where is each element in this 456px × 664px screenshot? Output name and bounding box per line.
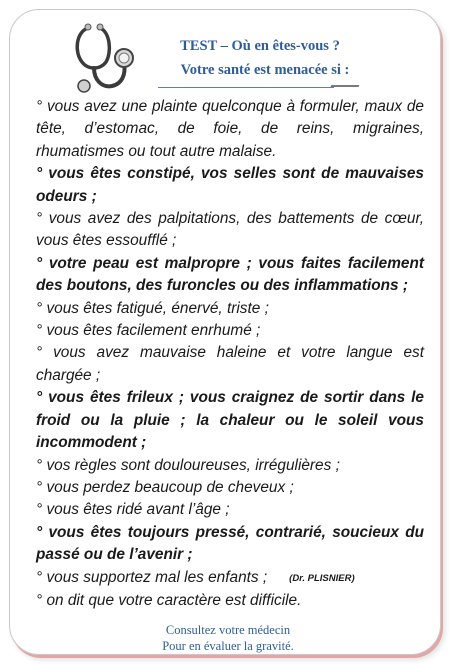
list-item: ° vous avez une plainte quelconque à formuler, maux de tête, d’estomac, de foie, de reins, migraines, rhumatismes ou tout autre malaise.: [36, 98, 424, 160]
scan-mark: [329, 85, 360, 92]
header: [0, 0, 456, 96]
footer-line-2: Pour en évaluer la gravité.: [162, 639, 294, 653]
list-item: ° vous êtes facilement enrhumé ;: [36, 322, 261, 340]
symptom-list: [36, 96, 424, 612]
footer-line-1: Consultez votre médecin: [165, 623, 291, 637]
list-item: ° vous êtes frileux ; vous craignez de sortir dans le froid ou la pluie ; la chaleur ou le soleil vous incommodent ;: [36, 389, 424, 452]
list-item: ° vous êtes fatigué, énervé, triste ;: [36, 299, 269, 317]
list-item: ° vous êtes ridé avant l’âge ;: [36, 501, 230, 519]
list-item: ° vos règles sont douloureuses, irrégulières ;: [36, 456, 340, 474]
stethoscope-icon: [66, 18, 142, 96]
list-item: ° vous avez mauvaise haleine et votre langue est chargée ;: [36, 344, 424, 384]
list-item: ° vous perdez beaucoup de cheveux ;: [36, 478, 294, 496]
page-subtitle: Votre santé est menacée si :: [180, 62, 350, 78]
title-underline: [158, 87, 334, 88]
list-item: ° vous êtes constipé, vos selles sont de mauvaises odeurs ;: [36, 165, 424, 205]
list-item: ° vous supportez mal les enfants ; (Dr. PLISNIER): [36, 568, 355, 586]
footer: [0, 622, 456, 654]
list-item: ° vous avez des palpitations, des battements de cœur, vous êtes essoufflé ;: [36, 210, 424, 250]
list-item: ° votre peau est malpropre ; vous faites facilement des boutons, des furoncles ou des inflammations ;: [36, 254, 425, 295]
list-item: ° on dit que votre caractère est difficile.: [36, 591, 302, 609]
signature: (Dr. PLISNIER): [289, 572, 355, 584]
page-title: TEST – Où en êtes-vous ?: [180, 38, 340, 54]
list-item: ° vous êtes toujours pressé, contrarié, soucieux du passé ou de l’avenir ;: [36, 523, 425, 564]
